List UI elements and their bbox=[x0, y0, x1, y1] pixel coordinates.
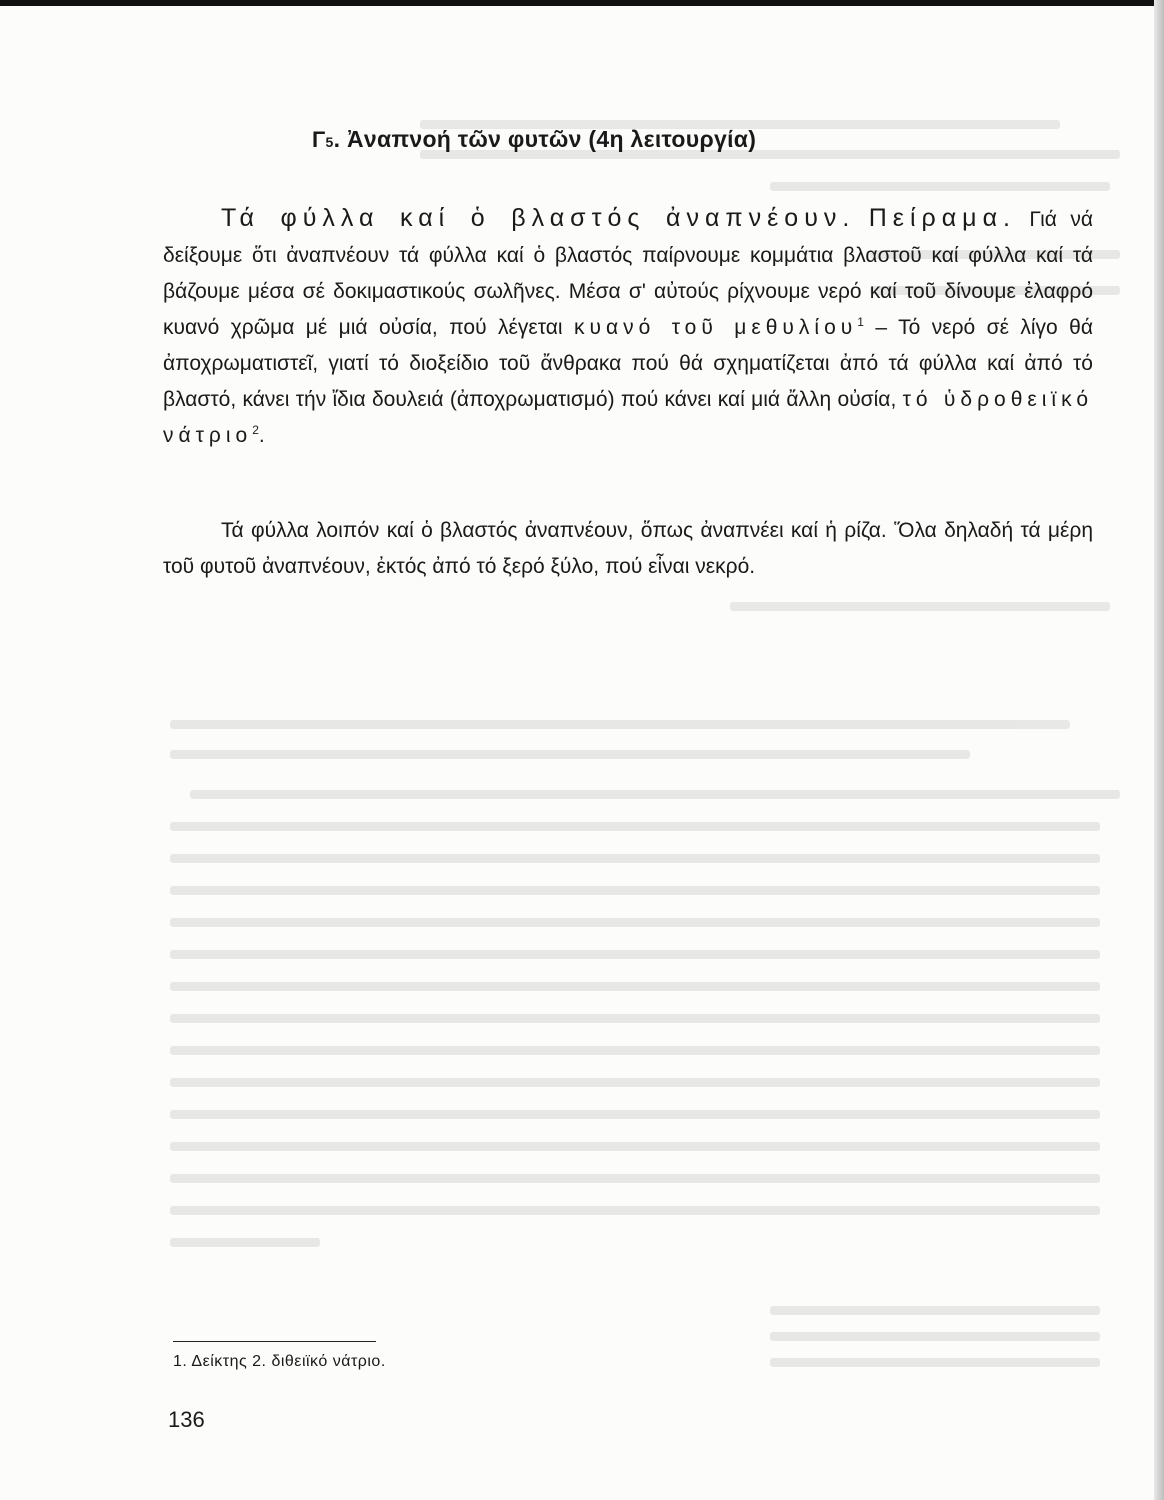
footnote-ref-2: 2 bbox=[252, 423, 259, 437]
footnote-ref-1: 1 bbox=[857, 315, 864, 329]
experiment-label: Πείραμα. bbox=[868, 204, 1016, 232]
paragraph-experiment bbox=[163, 200, 1093, 454]
page-number: 136 bbox=[168, 1407, 205, 1432]
paragraph-conclusion bbox=[163, 513, 1093, 585]
footnote: 1. Δείκτης 2. διθειϊκό νάτριο. bbox=[173, 1353, 386, 1370]
heading-prefix-letter: Γ bbox=[312, 127, 326, 152]
paragraph-conclusion-text: Τά φύλλα λοιπόν καί ὁ βλαστός ἀναπνέουν, ὅπως ἀναπνέει καί ἡ ρίζα. Ὅλα δηλαδή τά μέρη τοῦ φυτοῦ ἀναπνέουν, ἐκτός ἀπό τό ξερό ξύλο, πού εἶναι νεκρό. bbox=[163, 519, 1093, 578]
paragraph-text-a: Γιά νά δείξουμε ὅτι ἀναπνέουν τά φύλλα καί ὁ βλαστός παίρνουμε κομμάτια βλαστοῦ καί φύλλα καί τά βάζουμε μέσα σέ δοκιμαστικούς σωλῆνες. Μέσα σ' αὐτούς ρίχνουμε νερό καί τοῦ δίνουμε ἐλαφρό κυανό χρῶμα μέ μιά οὐσία, πού λέγεται bbox=[163, 208, 1093, 339]
heading-title: . Ἀναπνοή τῶν φυτῶν (4η λειτουργία) bbox=[333, 126, 757, 152]
paragraph-text-c: . bbox=[258, 424, 265, 447]
page-right-edge bbox=[1154, 0, 1164, 1500]
footnote-divider bbox=[173, 1341, 376, 1342]
heading-prefix-number: 5 bbox=[325, 134, 334, 150]
section-heading bbox=[312, 126, 1012, 153]
term-methylene-blue: κυανό τοῦ μεθυλίου bbox=[573, 316, 858, 339]
term-sodium-hydrosulfite: τό ὑδροθειϊκό νάτριο bbox=[163, 388, 1093, 447]
scan-top-edge bbox=[0, 0, 1164, 6]
paragraph-lead: Τά φύλλα καί ὁ βλαστός ἀναπνέουν. bbox=[221, 204, 856, 232]
paragraph-text-b: – Τό νερό σέ λίγο θά ἀποχρωματιστεῖ, γιατί τό διοξείδιο τοῦ ἄνθρακα πού θά σχηματίζεται ἀπό τά φύλλα καί ἀπό τό βλαστό, κάνει τήν ἴδια δουλειά (ἀποχρωματισμό) πού κάνει καί μιά ἄλλη οὐσία, bbox=[163, 316, 1093, 411]
